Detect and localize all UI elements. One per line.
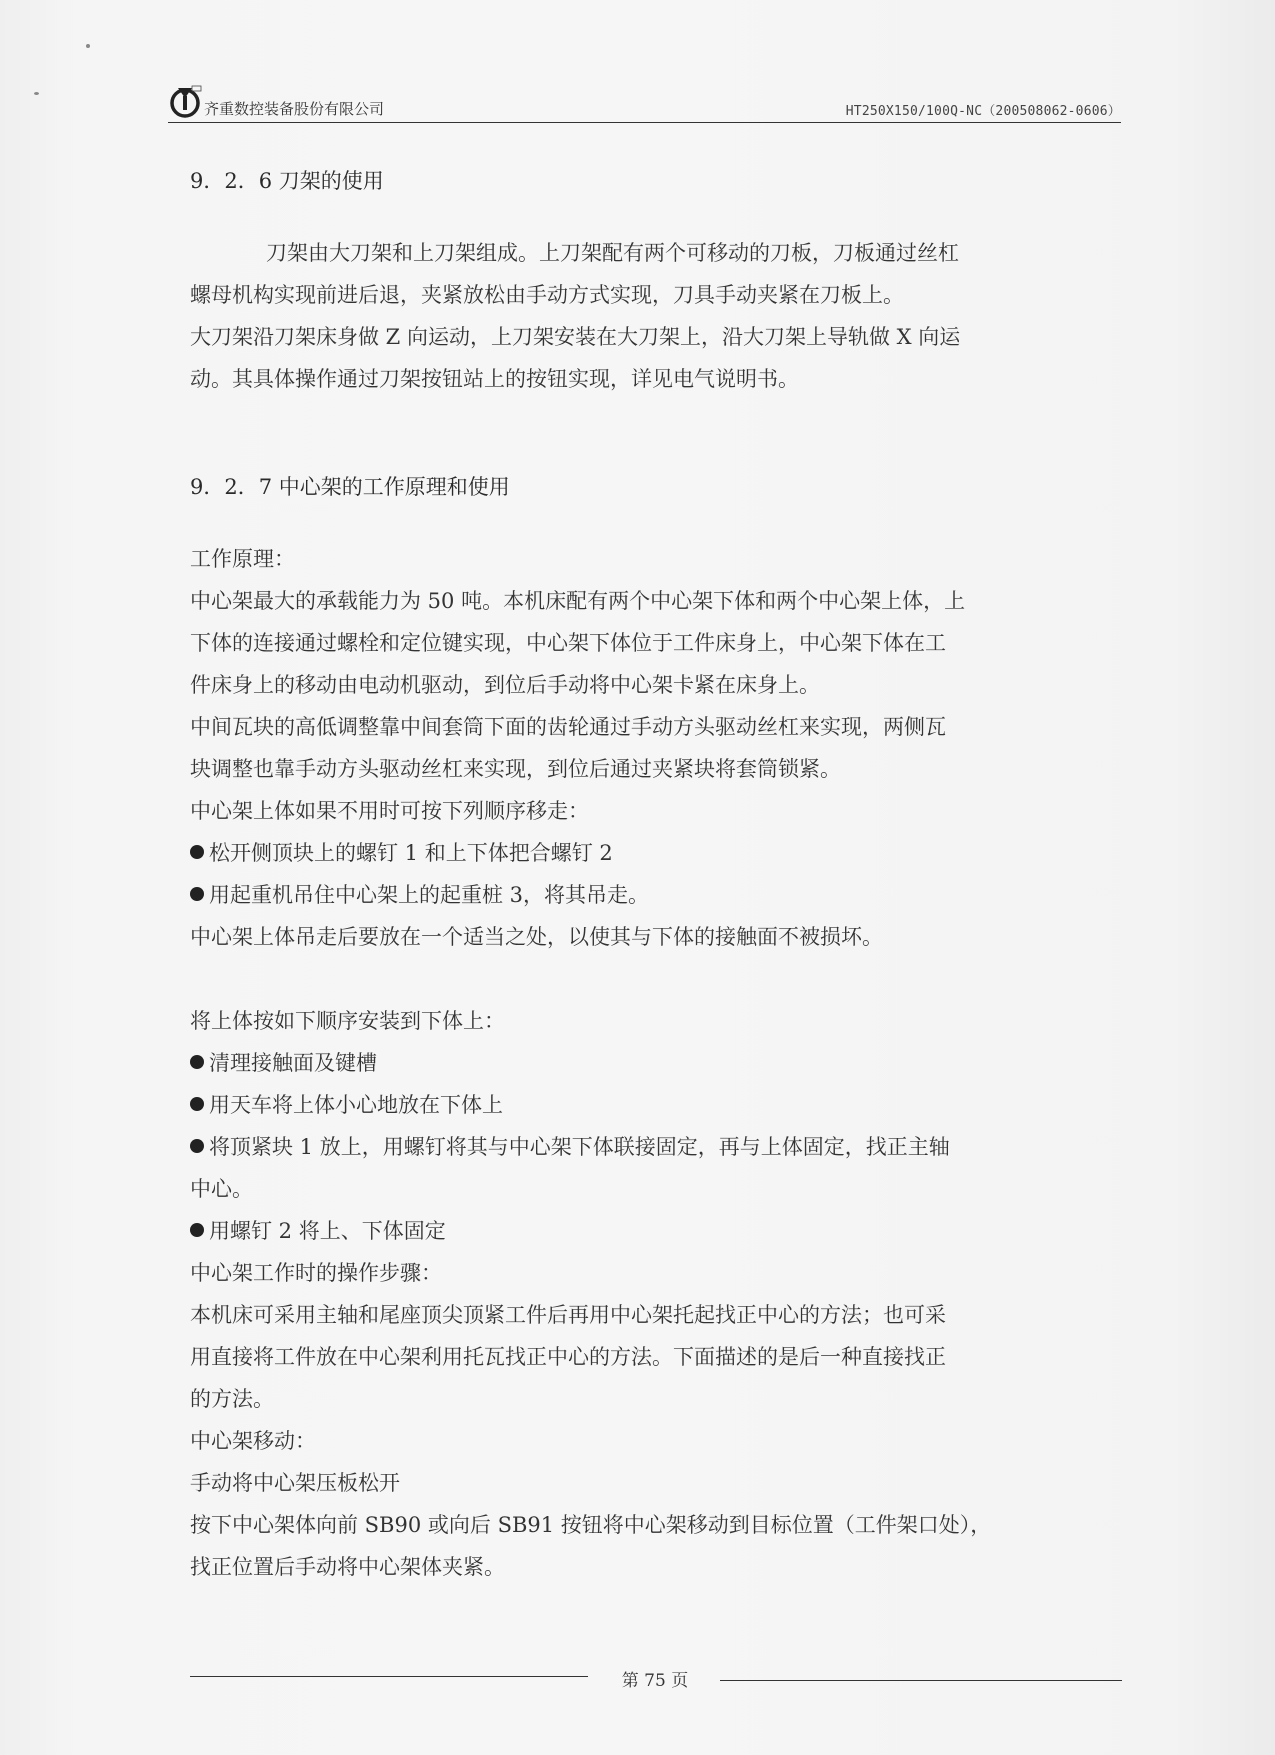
list-item-text: 清理接触面及键槽 (209, 1051, 377, 1075)
footer-rule (190, 1676, 588, 1677)
list-item (190, 874, 1118, 916)
paragraph-line: 中心架上体吊走后要放在一个适当之处，以使其与下体的接触面不被损坏。 (190, 925, 883, 949)
list-item-text: 用螺钉 2 将上、下体固定 (209, 1219, 446, 1243)
scan-speck (34, 92, 39, 95)
move-label: 中心架移动： (190, 1429, 316, 1453)
list-item-text: 松开侧顶块上的螺钉 1 和上下体把合螺钉 2 (209, 841, 613, 865)
section-heading-926: 9．2．6 刀架的使用 (190, 169, 384, 193)
operation-label: 中心架工作时的操作步骤： (190, 1261, 442, 1285)
spacer (190, 202, 1118, 232)
paragraph-line: 的方法。 (190, 1387, 274, 1411)
principle-label: 工作原理： (190, 547, 295, 571)
paragraph-line: 找正位置后手动将中心架体夹紧。 (190, 1555, 505, 1579)
paragraph-line: 块调整也靠手动方头驱动丝杠来实现，到位后通过夹紧块将套筒锁紧。 (190, 757, 841, 781)
list-item (190, 1042, 1118, 1084)
bullet-icon (190, 1055, 204, 1069)
scan-speck (86, 44, 90, 48)
company-name: 齐重数控装备股份有限公司 (204, 100, 385, 118)
paragraph-line: 中心。 (190, 1177, 253, 1201)
company-logo-icon (168, 84, 202, 118)
list-item-text: 用天车将上体小心地放在下体上 (209, 1093, 503, 1117)
bullet-icon (190, 1097, 204, 1111)
list-item (190, 832, 1118, 874)
list-item-text: 将顶紧块 1 放上，用螺钉将其与中心架下体联接固定，再与上体固定，找正主轴 (209, 1135, 950, 1159)
list-item (190, 1084, 1118, 1126)
document-code: HT250X150/100Q-NC（200508062-0606） (845, 104, 1121, 119)
spacer (190, 958, 1118, 1000)
bullet-icon (190, 845, 204, 859)
paragraph-line: 中心架上体如果不用时可按下列顺序移走： (190, 799, 589, 823)
paragraph-line: 动。其具体操作通过刀架按钮站上的按钮实现，详见电气说明书。 (190, 367, 799, 391)
spacer (190, 400, 1118, 466)
paragraph-line: 中间瓦块的高低调整靠中间套筒下面的齿轮通过手动方头驱动丝杠来实现，两侧瓦 (190, 715, 946, 739)
paragraph-line: 件床身上的移动由电动机驱动，到位后手动将中心架卡紧在床身上。 (190, 673, 820, 697)
paragraph-line: 螺母机构实现前进后退，夹紧放松由手动方式实现，刀具手动夹紧在刀板上。 (190, 283, 904, 307)
section-heading-927: 9．2．7 中心架的工作原理和使用 (190, 475, 510, 499)
footer-rule (720, 1680, 1122, 1681)
paragraph-line: 刀架由大刀架和上刀架组成。上刀架配有两个可移动的刀板，刀板通过丝杠 (266, 241, 959, 265)
paragraph-line: 手动将中心架压板松开 (190, 1471, 400, 1495)
install-label: 将上体按如下顺序安装到下体上： (190, 1009, 505, 1033)
list-item (190, 1126, 1118, 1168)
page-header (168, 82, 1121, 123)
document-body (190, 160, 1118, 1588)
paragraph-line: 中心架最大的承载能力为 50 吨。本机床配有两个中心架下体和两个中心架上体，上 (190, 589, 966, 613)
list-item-text: 用起重机吊住中心架上的起重桩 3，将其吊走。 (209, 883, 650, 907)
spacer (190, 508, 1118, 538)
bullet-icon (190, 887, 204, 901)
list-item (190, 1210, 1118, 1252)
paragraph-line: 按下中心架体向前 SB90 或向后 SB91 按钮将中心架移动到目标位置（工件架口处）， (190, 1513, 992, 1537)
page-number: 第 75 页 (621, 1671, 689, 1691)
bullet-icon (190, 1223, 204, 1237)
paragraph-line: 大刀架沿刀架床身做 Z 向运动，上刀架安装在大刀架上，沿大刀架上导轨做 X 向运 (190, 325, 961, 349)
paragraph-line: 下体的连接通过螺栓和定位键实现，中心架下体位于工件床身上，中心架下体在工 (190, 631, 946, 655)
bullet-icon (190, 1139, 204, 1153)
paragraph-line: 用直接将工件放在中心架利用托瓦找正中心的方法。下面描述的是后一种直接找正 (190, 1345, 946, 1369)
paragraph-line: 本机床可采用主轴和尾座顶尖顶紧工件后再用中心架托起找正中心的方法；也可采 (190, 1303, 946, 1327)
